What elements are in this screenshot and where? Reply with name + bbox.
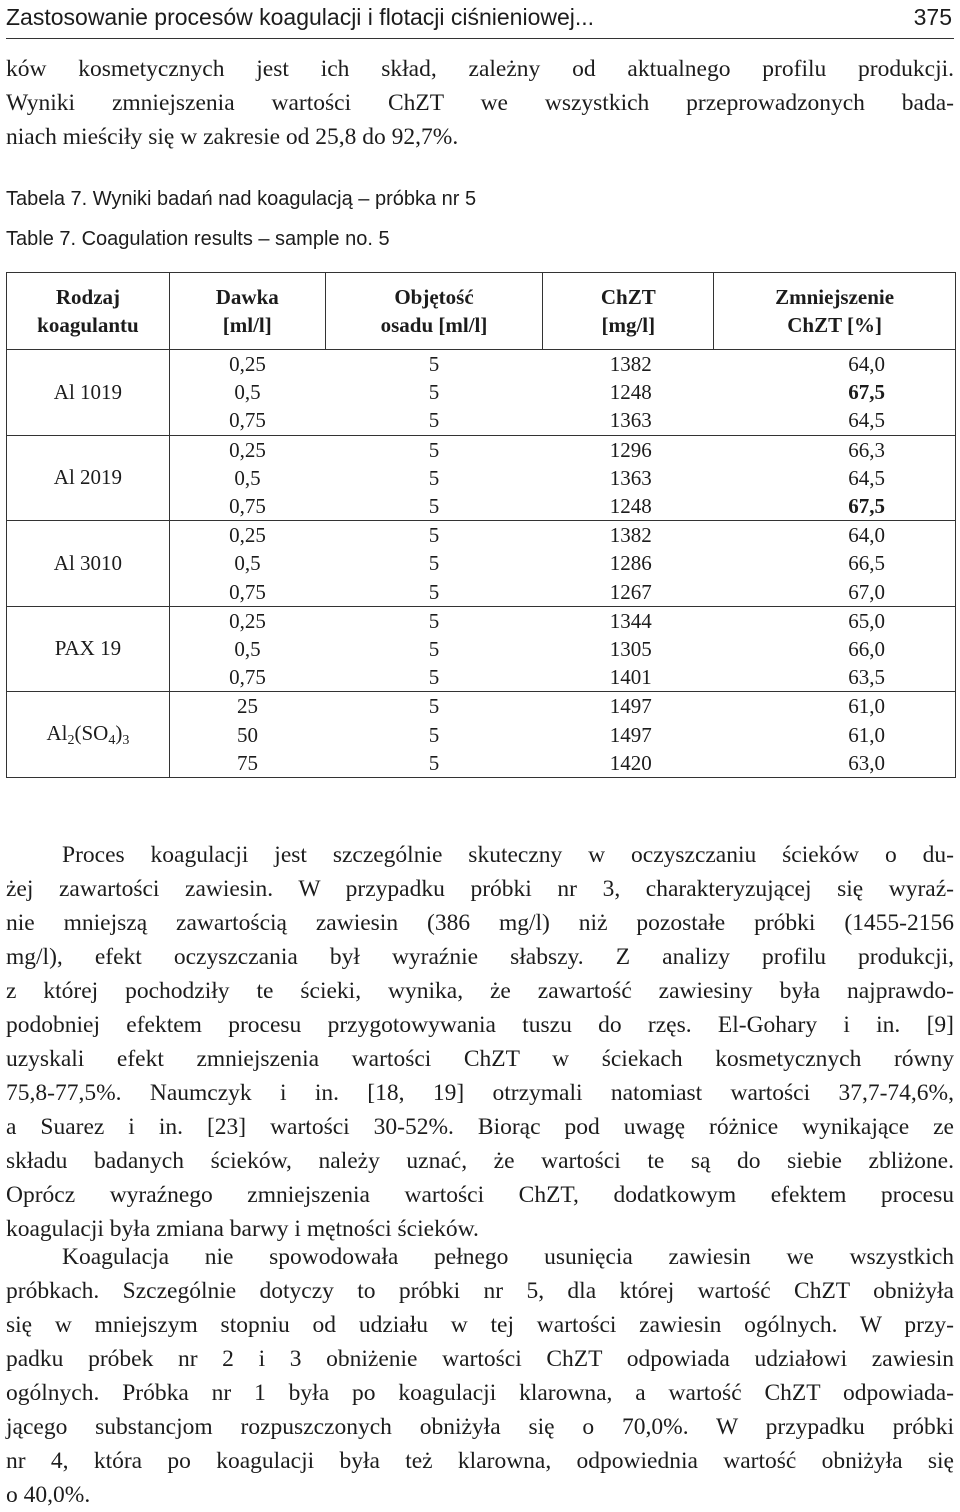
dose-cell: 0,5	[234, 465, 261, 490]
table-caption-en: Table 7. Coagulation results – sample no. 5	[6, 228, 390, 250]
paragraph-2	[6, 1240, 954, 1512]
sludge-cell: 5	[428, 665, 440, 690]
text-line: o 40,0%.	[6, 1482, 91, 1508]
cod-cell: 1497	[609, 722, 652, 747]
cod-cell: 1401	[609, 665, 652, 690]
header-cod: ChZT [mg/l]	[543, 273, 714, 350]
dose-cell: 0,5	[234, 636, 261, 661]
sludge-cell: 5	[428, 408, 440, 433]
text-line: Proces koagulacji jest szczególnie skuteczny w oczyszczaniu ścieków o du-	[62, 842, 954, 868]
header-cod-reduction: Zmniejszenie ChZT [%]	[714, 273, 956, 350]
text-line: się w mniejszym stopniu od udziału w tej wartości zawiesin ogólnych. W przy-	[6, 1312, 954, 1338]
table-row	[7, 350, 956, 379]
table-row	[7, 435, 956, 464]
cod-cell: 1248	[609, 494, 652, 519]
text-line: niach mieściły się w zakresie od 25,8 do 92,7%.	[6, 124, 459, 150]
text-line: mg/l), efekt oczyszczania był wyraźnie słabszy. Z analizy profilu produkcji,	[6, 944, 954, 970]
text-line: ków kosmetycznych jest ich skład, zależny od aktualnego profilu produkcji.	[6, 56, 954, 82]
reduction-cell: 66,3	[714, 435, 956, 464]
agent-cell: Al 1019	[7, 350, 170, 436]
text-line: padku próbek nr 2 i 3 obniżenie wartości ChZT odpowiada udziałowi zawiesin	[6, 1346, 954, 1372]
cod-cell: 1382	[543, 350, 714, 379]
cod-cell: 1267	[609, 579, 652, 604]
dose-cell: 0,75	[229, 408, 266, 433]
dose-cell: 0,75	[229, 579, 266, 604]
dose-cell: 0,25	[169, 435, 325, 464]
running-title: Zastosowanie procesów koagulacji i flotacji ciśnieniowej...	[6, 4, 595, 30]
agent-cell: $Al_2(SO_4)_3$	[7, 692, 170, 778]
text-line: żej zawartości zawiesin. W przypadku próbki nr 3, charakteryzującej się wyraź-	[6, 876, 954, 902]
cod-cell: 1420	[543, 749, 714, 778]
text-line: 75,8-77,5%. Naumczyk i in. [18, 19] otrzymali natomiast wartości 37,7-74,6%,	[6, 1080, 954, 1106]
sludge-cell: 5	[325, 749, 543, 778]
sludge-cell: 5	[428, 494, 440, 519]
text-line: z której pochodziły te ścieki, wynika, że zawartość zawiesiny była najprawdo-	[6, 978, 954, 1004]
reduction-cell: 61,0	[714, 692, 956, 721]
sludge-cell: 5	[428, 380, 440, 405]
dose-cell: 25	[169, 692, 325, 721]
cod-cell: 1363	[609, 408, 652, 433]
cod-cell: 1344	[543, 606, 714, 635]
sludge-cell: 5	[325, 606, 543, 635]
text-line: uzyskali efekt zmniejszenia wartości ChZT w ściekach kosmetycznych równy	[6, 1046, 954, 1072]
text-line: podobniej efektem procesu przygotowywania tuszu do rzęs. El-Gohary i in. [9]	[6, 1012, 954, 1038]
text-line: Oprócz wyraźnego zmniejszenia wartości ChZT, dodatkowym efektem procesu	[6, 1182, 954, 1208]
agent-cell: PAX 19	[7, 606, 170, 692]
reduction-cell: 67,5	[714, 492, 956, 521]
page-header	[6, 0, 954, 39]
sludge-cell: 5	[428, 579, 440, 604]
text-line: Wyniki zmniejszenia wartości ChZT we wszystkich przeprowadzonych bada-	[6, 90, 954, 116]
text-line: koagulacji była zmiana barwy i mętności ścieków.	[6, 1216, 479, 1242]
reduction-cell: 64,5	[714, 406, 956, 435]
page-number: 375	[913, 4, 952, 30]
cod-cell: 1497	[543, 692, 714, 721]
dose-cell: 0,75	[229, 665, 266, 690]
cod-cell: 1296	[543, 435, 714, 464]
text-line: próbkach. Szczególnie dotyczy to próbki nr 5, dla której wartość ChZT obniżyła	[6, 1278, 954, 1304]
header-dose: Dawka [ml/l]	[169, 273, 325, 350]
cod-cell: 1363	[609, 465, 652, 490]
dose-cell: 0,25	[169, 606, 325, 635]
reduction-cell: 66,5	[714, 549, 956, 577]
reduction-cell: 67,5	[714, 378, 956, 406]
cod-cell: 1305	[609, 636, 652, 661]
reduction-cell: 66,0	[714, 635, 956, 663]
sludge-cell: 5	[428, 722, 440, 747]
table-caption-pl: Tabela 7. Wyniki badań nad koagulacją – próbka nr 5	[6, 188, 477, 210]
dose-cell: 0,5	[234, 380, 261, 405]
table-header-row	[7, 273, 956, 350]
dose-cell: 0,5	[234, 551, 261, 576]
paragraph-1	[6, 838, 954, 1246]
text-line: a Suarez i in. [23] wartości 30-52%. Biorąc pod uwagę różnice wynikające ze	[6, 1114, 954, 1140]
header-agent: Rodzaj koagulantu	[7, 273, 170, 350]
sludge-cell: 5	[428, 465, 440, 490]
text-line: ogólnych. Próbka nr 1 była po koagulacji klarowna, a wartość ChZT odpowiada-	[6, 1380, 954, 1406]
agent-cell: Al 3010	[7, 521, 170, 607]
reduction-cell: 64,0	[714, 350, 956, 379]
sludge-cell: 5	[325, 692, 543, 721]
reduction-cell: 61,0	[714, 720, 956, 748]
sludge-cell: 5	[428, 636, 440, 661]
header-sludge-volume: Objętość osadu [ml/l]	[325, 273, 543, 350]
dose-cell: 0,25	[169, 521, 325, 550]
reduction-cell: 64,5	[714, 464, 956, 492]
cod-cell: 1248	[609, 380, 652, 405]
agent-cell: Al 2019	[7, 435, 170, 521]
text-line: jącego substancjom rozpuszczonych obniżyła się o 70,0%. W przypadku próbki	[6, 1414, 954, 1440]
cod-cell: 1382	[543, 521, 714, 550]
sludge-cell: 5	[325, 435, 543, 464]
reduction-cell: 64,0	[714, 521, 956, 550]
table-row	[7, 692, 956, 721]
results-table	[6, 272, 956, 778]
dose-cell: 75	[169, 749, 325, 778]
table-row	[7, 606, 956, 635]
reduction-cell: 63,0	[714, 749, 956, 778]
text-line: składu badanych ścieków, należy uznać, że wartości te są do siebie zbliżone.	[6, 1148, 954, 1174]
text-line: Koagulacja nie spowodowała pełnego usunięcia zawiesin we wszystkich	[62, 1244, 954, 1270]
reduction-cell: 67,0	[714, 578, 956, 607]
sludge-cell: 5	[428, 551, 440, 576]
text-line: nie mniejszą zawartością zawiesin (386 mg/l) niż pozostałe próbki (1455-2156	[6, 910, 954, 936]
dose-cell: 0,25	[169, 350, 325, 379]
dose-cell: 50	[237, 722, 258, 747]
reduction-cell: 63,5	[714, 663, 956, 692]
text-line: nr 4, która po koagulacji była też klarowna, odpowiednia wartość obniżyła się	[6, 1448, 954, 1474]
cod-cell: 1286	[609, 551, 652, 576]
reduction-cell: 65,0	[714, 606, 956, 635]
table-row	[7, 521, 956, 550]
dose-cell: 0,75	[229, 494, 266, 519]
intro-paragraph	[6, 52, 954, 154]
sludge-cell: 5	[325, 521, 543, 550]
sludge-cell: 5	[325, 350, 543, 379]
